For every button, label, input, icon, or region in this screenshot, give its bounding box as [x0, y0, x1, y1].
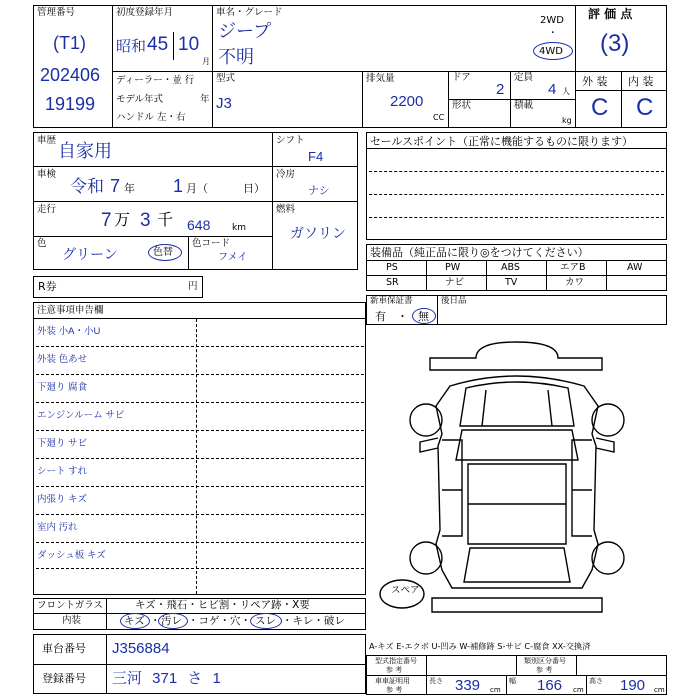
category-label: 類別区分番号	[524, 657, 566, 665]
width-unit: cm	[573, 686, 584, 694]
note-item: 下廻り 腐食	[37, 382, 88, 393]
interior-rest2: ・キレ・破レ	[282, 615, 345, 627]
color-label: 色	[37, 238, 47, 249]
front-glass-text: キズ・飛石・ヒビ割・リペア跡・X要	[135, 599, 310, 611]
drive-dot: ・	[548, 28, 558, 39]
shift-label: シフト	[276, 135, 305, 146]
cert-label: 車車証明用	[375, 677, 410, 685]
type-approval-ref: 参 考	[386, 666, 403, 674]
history-label: 車歴	[37, 135, 57, 146]
equipment-label: 装備品（純正品に限り◎をつけてください）	[370, 246, 589, 259]
sen-unit: 千	[157, 210, 174, 229]
mgmt-number: 19199	[45, 94, 96, 114]
man-unit: 万	[114, 210, 131, 229]
mileage-rest: 648	[187, 217, 211, 233]
year-unit: 年	[200, 94, 210, 105]
equip-ps: PS	[386, 262, 398, 273]
car-name-label: 車名・グレード	[216, 7, 283, 18]
interior-grade: C	[636, 94, 654, 121]
score-label: 評 価 点	[588, 7, 633, 21]
front-glass-label: フロントガラス	[37, 600, 103, 611]
length-label: 長さ	[429, 677, 443, 685]
chassis-label: 車台番号	[42, 642, 86, 655]
equip-airbag: エアB	[560, 262, 586, 273]
kg-unit: kg	[562, 116, 572, 125]
month-unit: 月	[202, 57, 210, 66]
reg-era: 昭和	[116, 38, 147, 55]
interior-yogore: 汚レ	[161, 615, 182, 627]
mileage-sen: 3	[140, 210, 151, 231]
mileage-man: 7	[101, 210, 112, 231]
damage-legend: A-キズ E-エクボ U-凹み W-補修跡 S-サビ C-腐食 XX-交換済	[369, 641, 591, 651]
color-change: 色替	[153, 247, 173, 258]
displacement-label: 排気量	[366, 73, 395, 84]
ac-value: ナシ	[308, 185, 330, 197]
mileage-label: 走行	[37, 204, 57, 215]
color-value: グリーン	[62, 246, 118, 262]
interior-dot: ・	[150, 615, 161, 627]
mgmt-t1: (T1)	[53, 33, 86, 53]
shape-label: 形状	[452, 100, 472, 111]
mgmt-label: 管理番号	[37, 7, 76, 18]
cc-unit: CC	[433, 113, 445, 122]
ac-label: 冷房	[276, 169, 296, 180]
equip-aw: AW	[627, 262, 643, 273]
model-label: 型式	[216, 73, 236, 84]
km-unit: km	[232, 223, 246, 233]
width-label: 幅	[509, 677, 516, 685]
inspection-year: 7	[110, 176, 121, 196]
first-reg-label: 初度登録年月	[116, 7, 174, 18]
yen-unit: 円	[188, 281, 198, 292]
capacity: 4	[548, 81, 557, 98]
reg-year: 45	[147, 34, 169, 55]
interior-sure: スレ	[255, 615, 276, 627]
equip-navi: ナビ	[445, 277, 465, 288]
cert-ref: 参 考	[386, 686, 403, 694]
equip-sr: SR	[386, 277, 399, 288]
spare-label: スペア	[391, 585, 420, 596]
equip-abs: ABS	[501, 262, 520, 273]
inspection-era: 令和	[70, 177, 104, 196]
type-approval-label: 型式指定番号	[375, 657, 417, 665]
note-item: ダッシュ板 キズ	[37, 550, 106, 561]
warranty-dot: ・	[397, 310, 408, 323]
length-unit: cm	[490, 686, 501, 694]
inspection-label: 車検	[37, 169, 57, 180]
interior-rest: ・コゲ・穴・	[188, 615, 251, 627]
note-item: 内張り キズ	[37, 494, 87, 505]
reg-number-label: 登録番号	[42, 672, 86, 685]
person-unit: 人	[562, 87, 570, 96]
note-item: 室内 汚れ	[37, 522, 78, 533]
doors: 2	[496, 81, 505, 98]
equip-pw: PW	[445, 262, 461, 273]
equip-tv: TV	[505, 277, 518, 288]
sales-points-label: セールスポイント（正常に機能するものに限ります）	[370, 135, 634, 148]
car-grade: 不明	[218, 47, 254, 67]
equip-leather: カワ	[565, 277, 585, 288]
category-ref: 参 考	[536, 666, 553, 674]
warranty-no: 無	[418, 310, 429, 323]
note-item: 外装 小A・小U	[37, 326, 101, 337]
drive-2wd: 2WD	[540, 15, 564, 26]
model-year-label: モデル年式	[116, 94, 164, 105]
reg-month: 10	[178, 34, 200, 55]
color-code: フメイ	[218, 252, 248, 263]
chassis-number: J356884	[112, 640, 170, 657]
fuel-value: ガソリン	[290, 225, 346, 241]
score-value: (3)	[600, 30, 630, 57]
exterior-grade: C	[591, 94, 609, 121]
width-value: 166	[537, 677, 563, 694]
history-value: 自家用	[58, 141, 112, 161]
r-ticket-label: R券	[38, 280, 57, 293]
color-code-label: 色コード	[192, 238, 231, 249]
dealer-label: ディーラー・並 行	[116, 75, 195, 86]
inspection-day-unit: 日）	[243, 182, 265, 195]
interior-cond-label: 内装	[62, 615, 82, 626]
aftermarket-label: 後日品	[441, 296, 467, 306]
r-ticket-box	[33, 276, 203, 298]
mgmt-date: 202406	[40, 65, 101, 85]
inspection-month: 1	[173, 176, 184, 196]
handle-label: ハンドル 左・右	[116, 112, 186, 123]
height-unit: cm	[654, 686, 665, 694]
note-item: エンジンルーム サビ	[37, 410, 125, 421]
note-item: 外装 色あせ	[37, 354, 88, 365]
exterior-label: 外 装	[582, 75, 608, 88]
header-block	[33, 5, 667, 128]
displacement: 2200	[390, 93, 424, 110]
height-value: 190	[620, 677, 646, 694]
length-value: 339	[455, 677, 481, 694]
interior-kizu: キズ	[124, 615, 145, 627]
fuel-label: 燃料	[276, 204, 296, 215]
inspection-year-unit: 年	[124, 182, 135, 195]
model-value: J3	[216, 95, 232, 112]
drive-4wd: 4WD	[539, 46, 563, 57]
warranty-yes: 有	[375, 310, 386, 323]
shift-value: F4	[308, 149, 324, 164]
reg-number: 三河 371 さ 1	[112, 670, 221, 687]
inspection-month-unit: 月（	[186, 182, 208, 195]
notes-label: 注意事項申告欄	[37, 305, 104, 316]
note-item: シート すれ	[37, 466, 88, 477]
height-label: 高さ	[589, 677, 603, 685]
warranty-label: 新車保証書	[370, 296, 413, 306]
capacity-label: 定員	[514, 72, 534, 83]
load-label: 積載	[514, 100, 534, 111]
interior-label: 内 装	[628, 75, 654, 88]
door-label: ドア	[452, 72, 471, 83]
car-name: ジープ	[218, 21, 272, 41]
note-item: 下廻り サビ	[37, 438, 88, 449]
